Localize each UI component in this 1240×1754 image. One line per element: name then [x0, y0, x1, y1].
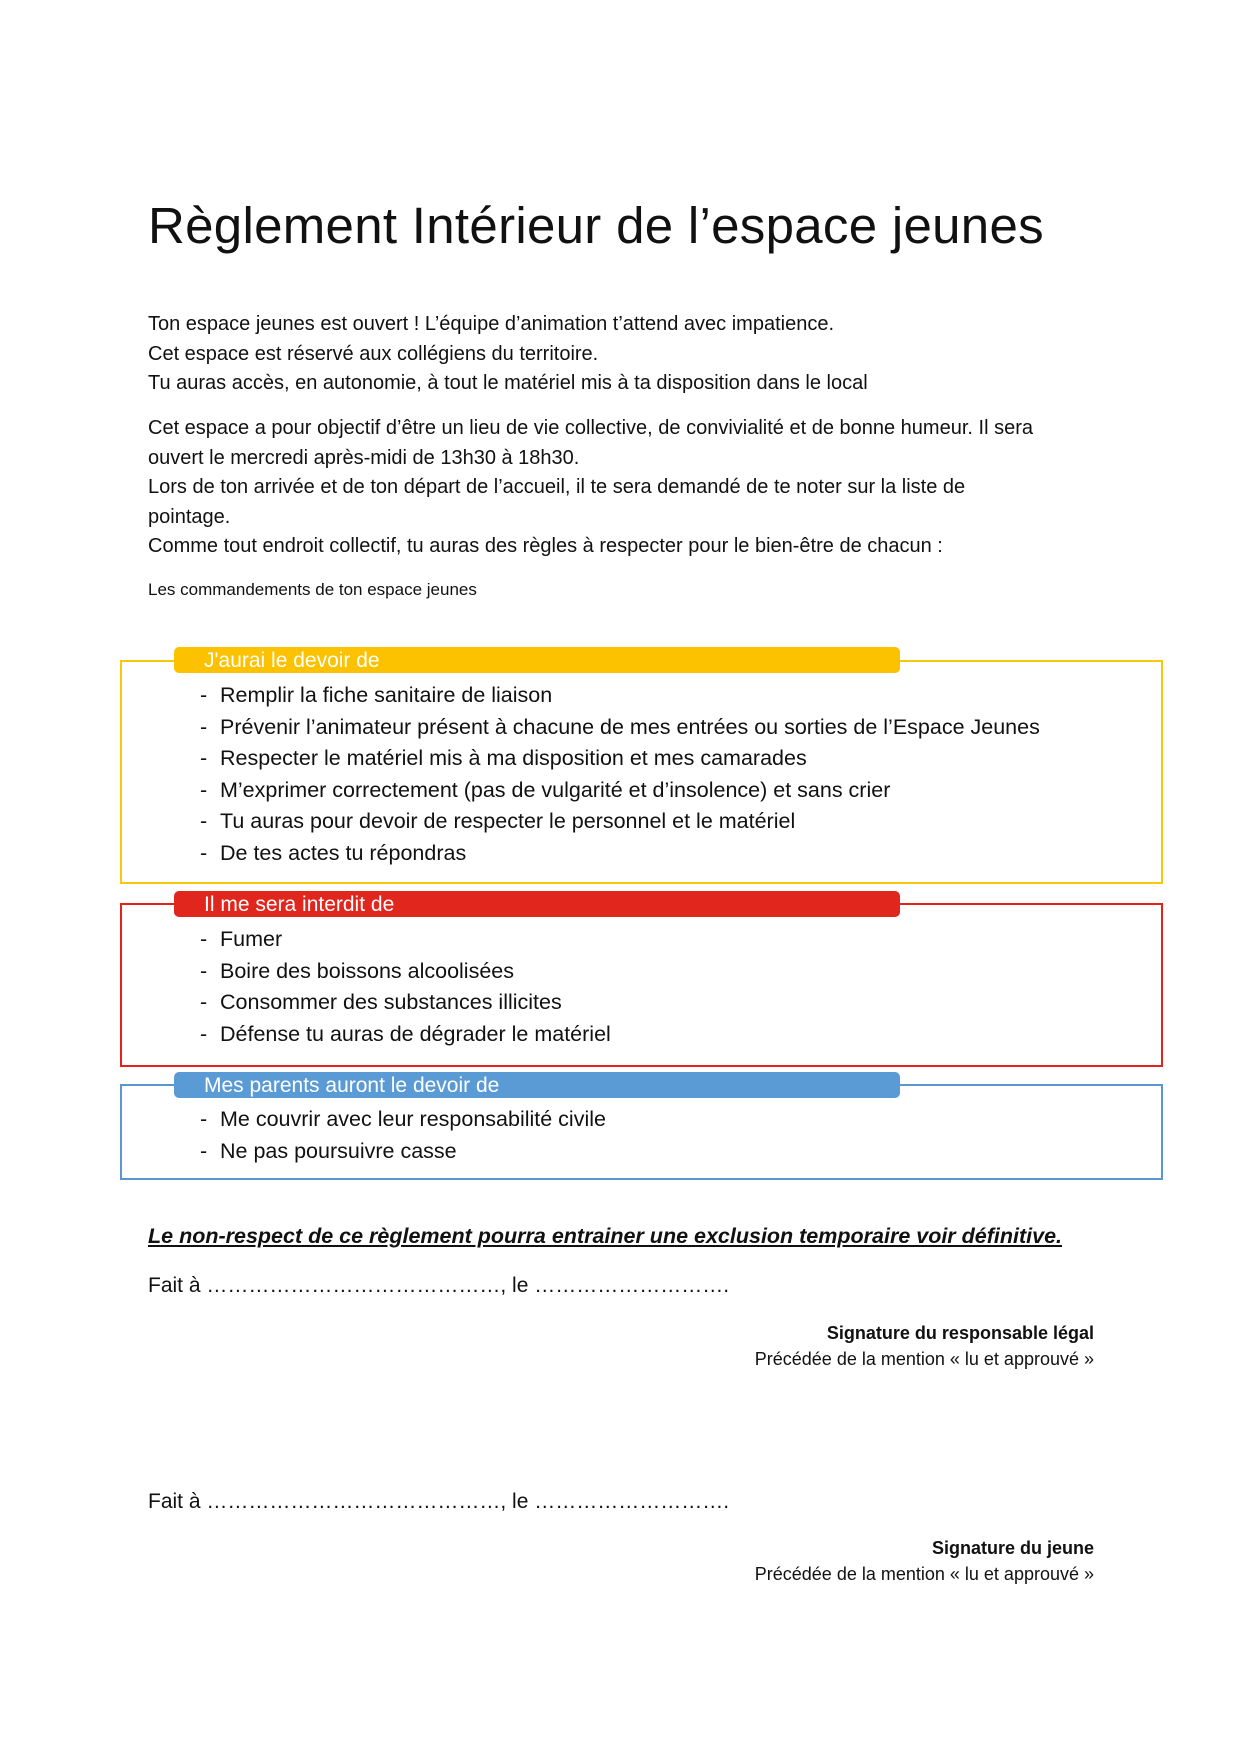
- list-item: - Fumer: [200, 924, 611, 956]
- intro-line: Tu auras accès, en autonomie, à tout le matériel mis à ta disposition dans le local: [148, 372, 868, 394]
- list-item: - Boire des boissons alcoolisées: [200, 956, 611, 988]
- list-item: - Prévenir l’animateur présent à chacune de mes entrées ou sorties de l’Espace Jeunes: [200, 712, 1040, 744]
- intro-paragraph: [148, 310, 868, 399]
- objective-line: Comme tout endroit collectif, tu auras des règles à respecter pour le bien-être de chacun :: [148, 535, 943, 557]
- parents-list: [200, 1104, 606, 1167]
- objective-line: pointage.: [148, 505, 231, 528]
- intro-line: Ton espace jeunes est ouvert ! L’équipe d’animation t’attend avec impatience.: [148, 313, 834, 335]
- page-title: Règlement Intérieur de l’espace jeunes: [148, 197, 1044, 254]
- objective-paragraph: [148, 414, 1033, 562]
- prohibitions-list: [200, 924, 611, 1050]
- objective-line: Cet espace a pour objectif d’être un lieu de vie collective, de convivialité et de bonne humeur. Il sera: [148, 417, 1033, 439]
- signature-block-youth: [755, 1535, 1094, 1587]
- signature-block-guardian: [755, 1320, 1094, 1372]
- list-item: - Me couvrir avec leur responsabilité civile: [200, 1104, 606, 1136]
- commandments-note: Les commandements de ton espace jeunes: [148, 580, 477, 599]
- objective-line: ouvert le mercredi après-midi de 13h30 à 18h30.: [148, 446, 580, 469]
- duties-list: [200, 680, 1040, 869]
- objective-line: Lors de ton arrivée et de ton départ de l’accueil, il te sera demandé de te noter sur la liste de: [148, 476, 966, 498]
- signature-title: Signature du responsable légal: [826, 1323, 1094, 1343]
- list-item: - Tu auras pour devoir de respecter le personnel et le matériel: [200, 806, 1040, 838]
- list-item: - Consommer des substances illicites: [200, 987, 611, 1019]
- list-item: - M’exprimer correctement (pas de vulgarité et d’insolence) et sans crier: [200, 775, 1040, 807]
- list-item: - De tes actes tu répondras: [200, 838, 1040, 870]
- list-item: - Ne pas poursuivre casse: [200, 1136, 606, 1168]
- parents-heading: Mes parents auront le devoir de: [174, 1072, 900, 1098]
- list-item: - Remplir la fiche sanitaire de liaison: [200, 680, 1040, 712]
- prohibitions-heading: Il me sera interdit de: [174, 891, 900, 917]
- signature-mention: Précédée de la mention « lu et approuvé »: [754, 1564, 1094, 1584]
- list-item: - Respecter le matériel mis à ma disposition et mes camarades: [200, 743, 1040, 775]
- intro-line: Cet espace est réservé aux collégiens du territoire.: [148, 342, 599, 365]
- signature-mention: Précédée de la mention « lu et approuvé »: [754, 1349, 1094, 1369]
- fait-line-guardian[interactable]: Fait à ……………………………………, le ……………………….: [148, 1274, 730, 1297]
- list-item: - Défense tu auras de dégrader le matériel: [200, 1019, 611, 1051]
- duties-heading: J'aurai le devoir de: [174, 647, 900, 673]
- warning-text: Le non-respect de ce règlement pourra entrainer une exclusion temporaire voir définitive.: [148, 1224, 1063, 1248]
- fait-line-youth[interactable]: Fait à ……………………………………, le ……………………….: [148, 1490, 730, 1513]
- signature-title: Signature du jeune: [931, 1538, 1094, 1558]
